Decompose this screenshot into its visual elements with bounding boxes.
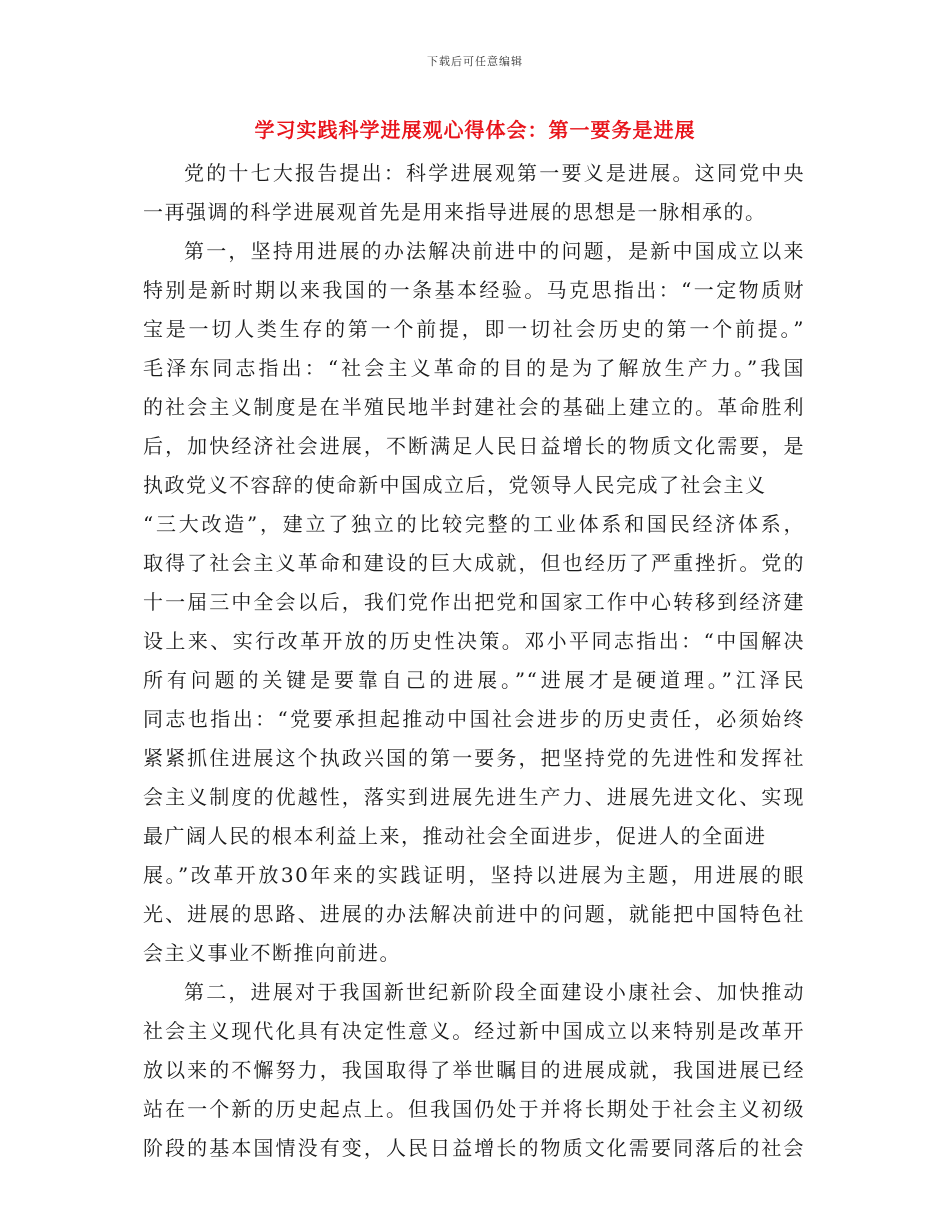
text-line: 十一届三中全会以后，我们党作出把党和国家工作中心转移到经济建 [143,590,805,614]
paragraph-2 [143,232,805,973]
text-line: 所有问题的关键是要靠自己的进展。”“进展才是硬道理。”江泽民 [143,668,805,692]
text-line: 毛泽东同志指出：“社会主义革命的目的是为了解放生产力。”我国 [143,356,805,380]
text-line: 一再强调的科学进展观首先是用来指导进展的思想是一脉相承的。 [143,200,767,224]
text-line: 的社会主义制度是在半殖民地半封建社会的基础上建立的。革命胜利 [143,395,805,419]
text-line: 阶段的基本国情没有变，人民日益增长的物质文化需要同落后的社会 [143,1136,805,1160]
text-line: 特别是新时期以来我国的一条基本经验。马克思指出：“一定物质财 [143,278,805,302]
text-line: 设上来、实行改革开放的历史性决策。邓小平同志指出：“中国解决 [143,629,805,653]
document-body [143,154,805,1168]
text-line: “三大改造”，建立了独立的比较完整的工业体系和国民经济体系， [143,512,805,536]
text-line: 紧紧抓住进展这个执政兴国的第一要务，把坚持党的先进性和发挥社 [143,746,805,770]
text-line: 第一，坚持用进展的办法解决前进中的问题，是新中国成立以来 [184,239,805,263]
text-line: 展。”改革开放30年来的实践证明，坚持以进展为主题，用进展的眼 [143,863,805,887]
text-line: 执政党义不容辞的使命新中国成立后，党领导人民完成了社会主义 [143,473,767,497]
text-line: 会主义制度的优越性，落实到进展先进生产力、进展先进文化、实现 [143,785,805,809]
text-line: 取得了社会主义革命和建设的巨大成就，但也经历了严重挫折。党的 [143,551,805,575]
text-line: 后，加快经济社会进展，不断满足人民日益增长的物质文化需要，是 [143,434,805,458]
paragraph-1 [143,154,805,232]
text-line: 同志也指出：“党要承担起推动中国社会进步的历史责任，必须始终 [143,707,805,731]
text-line: 会主义事业不断推向前进。 [143,941,401,965]
text-line: 第二，进展对于我国新世纪新阶段全面建设小康社会、加快推动 [184,980,805,1004]
text-line: 社会主义现代化具有决定性意义。经过新中国成立以来特别是改革开 [143,1019,805,1043]
text-line: 宝是一切人类生存的第一个前提，即一切社会历史的第一个前提。” [143,317,805,341]
text-line: 光、进展的思路、进展的办法解决前进中的问题，就能把中国特色社 [143,902,805,926]
text-line: 党的十七大报告提出：科学进展观第一要义是进展。这同党中央 [184,161,805,185]
text-line: 放以来的不懈努力，我国取得了举世瞩目的进展成就，我国进展已经 [143,1058,805,1082]
document-title: 学习实践科学进展观心得体会：第一要务是进展 [254,118,696,142]
text-line: 站在一个新的历史起点上。但我国仍处于并将长期处于社会主义初级 [143,1097,805,1121]
header-note: 下载后可任意编辑 [427,55,523,68]
paragraph-3 [143,973,805,1168]
text-line: 最广阔人民的根本利益上来，推动社会全面进步，促进人的全面进 [143,824,767,848]
